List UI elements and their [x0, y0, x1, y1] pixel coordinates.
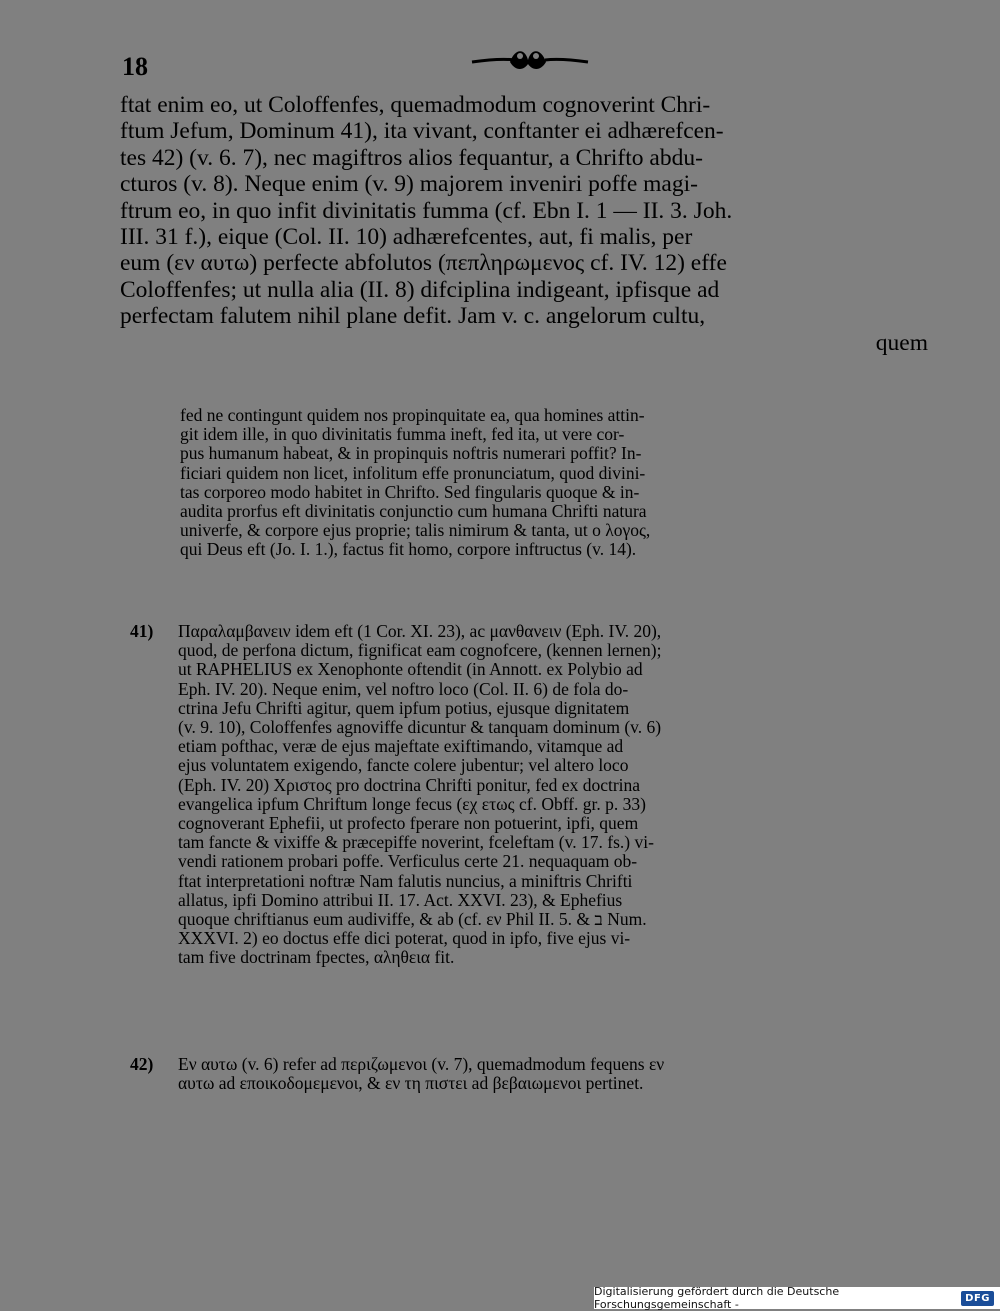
main-line: ftat enim eo, ut Coloffenfes, quemadmodum cognoverint Chri-	[120, 92, 711, 118]
ornament-icon	[470, 40, 590, 80]
footnote-line: univerfe, & corpore ejus proprie; talis nimirum & tanta, ut ο λογος,	[180, 520, 651, 541]
footnote-line: Παραλαμβανειν idem eft (1 Cor. XI. 23), ac μανθανειν (Eph. IV. 20),	[178, 621, 662, 641]
footnote-41	[130, 622, 930, 968]
footer-text: Digitalisierung gefördert durch die Deutsche Forschungsgemeinschaft -	[594, 1285, 840, 1311]
footnote-line: Eph. IV. 20). Neque enim, vel noftro loco (Col. II. 6) de fola do-	[178, 678, 629, 699]
main-line: III. 31 f.), eique (Col. II. 10) adhærefcentes, aut, fi malis, per	[120, 224, 693, 251]
footnote-line: audita prorfus eft divinitatis conjunctio cum humana Chrifti natura	[180, 501, 647, 522]
page-number: 18	[122, 52, 148, 81]
footnote-line: ut RAPHELIUS ex Xenophonte oftendit (in Annott. ex Polybio ad	[178, 659, 643, 680]
footnote-continuation	[180, 406, 925, 560]
footnote-line: tam fancte & vixiffe & præcepiffe noverint, fceleftam (v. 17. fs.) vi-	[178, 832, 654, 853]
footnote-line: etiam pofthac, veræ de ejus majeftate exiftimando, vitamque ad	[178, 736, 624, 757]
main-line: ftum Jefum, Dominum 41), ita vivant, conftanter ei adhærefcen-	[120, 118, 724, 145]
footnote-line: quoque chriftianus eum audiviffe, & ab (cf. εν Phil II. 5. & ב Num.	[178, 909, 647, 930]
footnote-line: pus humanum habeat, & in propinquis noftris numerari poffit? In-	[180, 443, 642, 464]
footnote-line: ctrina Jefu Chrifti agitur, quem ipfum potius, ejusque dignitatem	[178, 697, 630, 718]
footnote-line: quod, de perfona dictum, fignificat eam cognofcere, (kennen lernen);	[178, 640, 662, 661]
footnote-line: Εν αυτω (v. 6) refer ad περιζωμενοι (v. 7), quemadmodum fequens εν	[178, 1054, 665, 1074]
footnote-line: qui Deus eft (Jo. I. 1.), factus fit homo, corpore inftructus (v. 14).	[180, 539, 637, 560]
footnote-line: tas corporeo modo habitet in Chrifto. Sed fingularis quoque & in-	[180, 481, 640, 502]
footnote-line: ftat interpretationi noftræ Nam falutis nuncius, a miniftris Chrifti	[178, 870, 633, 891]
footnote-line: ficiari quidem non licet, infolitum effe pronunciatum, quod divini-	[180, 462, 646, 483]
footnote-line: (v. 9. 10), Coloffenfes agnoviffe dicuntur & tanquam dominum (v. 6)	[178, 717, 662, 738]
footnote-line: XXXVI. 2) eo doctus effe dici poterat, quod in ipfo, five ejus vi-	[178, 928, 631, 949]
footnote-line: fed ne contingunt quidem nos propinquitate ea, qua homines attin-	[180, 405, 645, 425]
main-line: ftrum eo, in quo infit divinitatis fumma (cf. Ebn I. 1 — II. 3. Joh.	[120, 197, 733, 224]
footnote-line: αυτω ad εποικοδομεμενοι, & εν τη πιστει ad βεβαιωμενοι pertinet.	[178, 1073, 644, 1094]
main-line: Coloffenfes; ut nulla alia (II. 8) difciplina indigeant, ipfisque ad	[120, 276, 720, 303]
footnote-line: allatus, ipfi Domino attribui II. 17. Act. XXVI. 23), & Ephefius	[178, 889, 623, 910]
footnote-line: ejus voluntatem exigendo, fancte colere jubentur; vel altero loco	[178, 755, 629, 776]
footnote-line: vendi rationem probari poffe. Verficulus certe 21. nequaquam ob-	[178, 851, 638, 872]
footnote-line: cognoverant Ephefii, ut profecto fperare non potuerint, ipfi, quem	[178, 813, 639, 834]
main-line: cturos (v. 8). Neque enim (v. 9) majorem inveniri poffe magi-	[120, 171, 698, 198]
main-line: perfectam falutem nihil plane defit. Jam v. c. angelorum cultu,	[120, 303, 706, 330]
footnote-marker: 42)	[130, 1054, 154, 1074]
main-text-block	[120, 92, 928, 356]
footnote-42	[130, 1055, 930, 1093]
dfg-logo: DFG	[961, 1291, 994, 1306]
footnote-line: (Eph. IV. 20) Χριστος pro doctrina Chrifti ponitur, fed ex doctrina	[178, 774, 641, 795]
footnote-line: evangelica ipfum Chriftum longe fecus (εχ ετως cf. Obff. gr. p. 33)	[178, 793, 646, 814]
digitization-footer	[594, 1287, 1000, 1309]
footnote-line: git idem ille, in quo divinitatis fumma ineft, fed ita, ut vere cor-	[180, 424, 625, 445]
footnote-marker: 41)	[130, 621, 154, 641]
footnote-line: tam five doctrinam fpectes, αληθεια fit.	[178, 947, 455, 968]
main-line: tes 42) (v. 6. 7), nec magiftros alios fequantur, a Chrifto abdu-	[120, 144, 703, 171]
main-line: eum (εν αυτω) perfecte abfolutos (πεπληρωμενος cf. IV. 12) effe	[120, 250, 727, 277]
catchword: quem	[875, 329, 928, 356]
